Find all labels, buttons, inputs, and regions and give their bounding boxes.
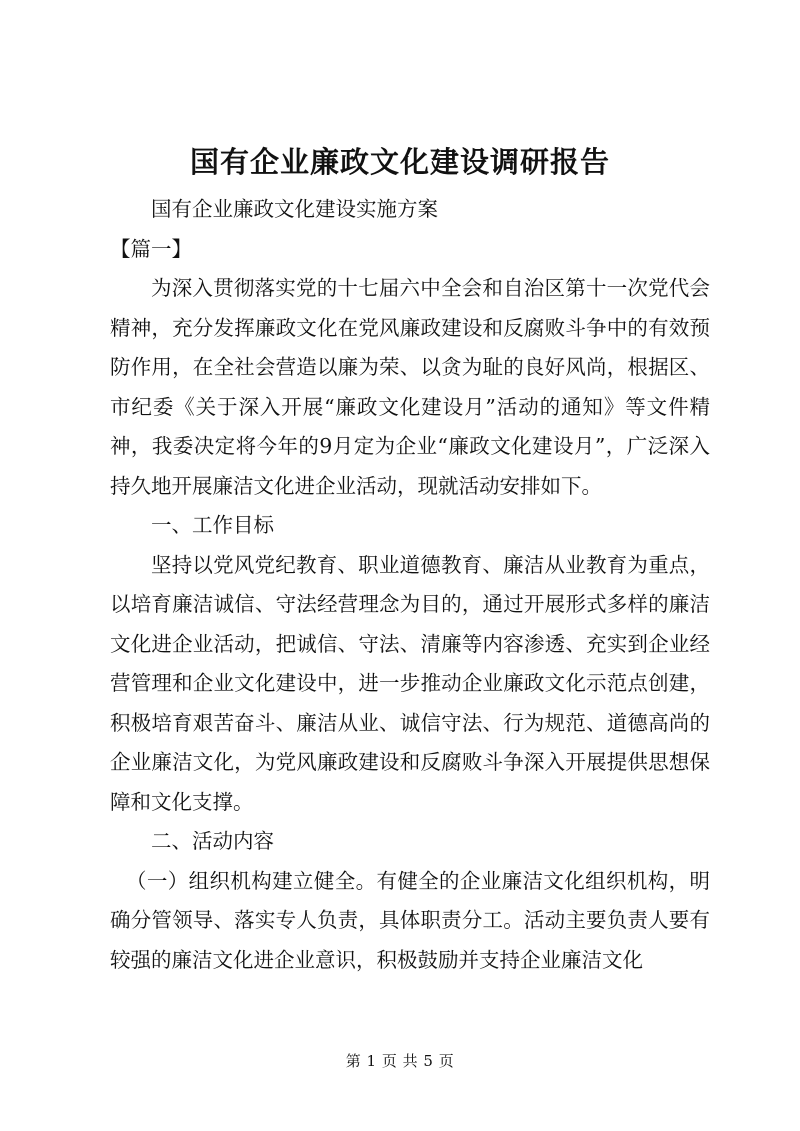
document-body [110, 190, 710, 980]
section-marker: 【篇一】 [110, 236, 192, 261]
paragraph-organization: （一）组织机构建立健全。有健全的企业廉洁文化组织机构，明确分管领导、落实专人负责，具体职责分工。活动主要负责人要有较强的廉洁文化进企业意识，积极鼓励并支持企业廉洁文化 [110, 868, 710, 972]
document-title: 国有企业廉政文化建设调研报告 [189, 145, 610, 179]
heading-work-goal: 一、工作目标 [151, 513, 274, 537]
paragraph-work-goal: 坚持以党风党纪教育、职业道德教育、廉洁从业教育为重点，以培育廉洁诚信、守法经营理念为目的，通过开展形式多样的廉洁文化进企业活动，把诚信、守法、清廉等内容渗透、充实到企业经营管理和企业文化建设中，进一步推动企业廉政文化示范点创建，积极培育艰苦奋斗、廉洁从业、诚信守法、行为规范、道德高尚的企业廉洁文化，为党风廉政建设和反腐败斗争深入开展提供思想保障和文化支撑。 [110, 552, 710, 814]
paragraph-intro: 为深入贯彻落实党的十七届六中全会和自治区第十一次党代会精神，充分发挥廉政文化在党风廉政建设和反腐败斗争中的有效预防作用，在全社会营造以廉为荣、以贪为耻的良好风尚，根据区、市纪委《关于深入开展“廉政文化建设月”活动的通知》等文件精神，我委决定将今年的9月定为企业“廉政文化建设月”，广泛深入持久地开展廉洁文化进企业活动，现就活动安排如下。 [110, 276, 710, 498]
heading-activity-content: 二、活动内容 [151, 829, 274, 853]
subtitle-line: 国有企业廉政文化建设实施方案 [151, 197, 438, 221]
page-footer: 第 1 页 共 5 页 [345, 1052, 455, 1070]
